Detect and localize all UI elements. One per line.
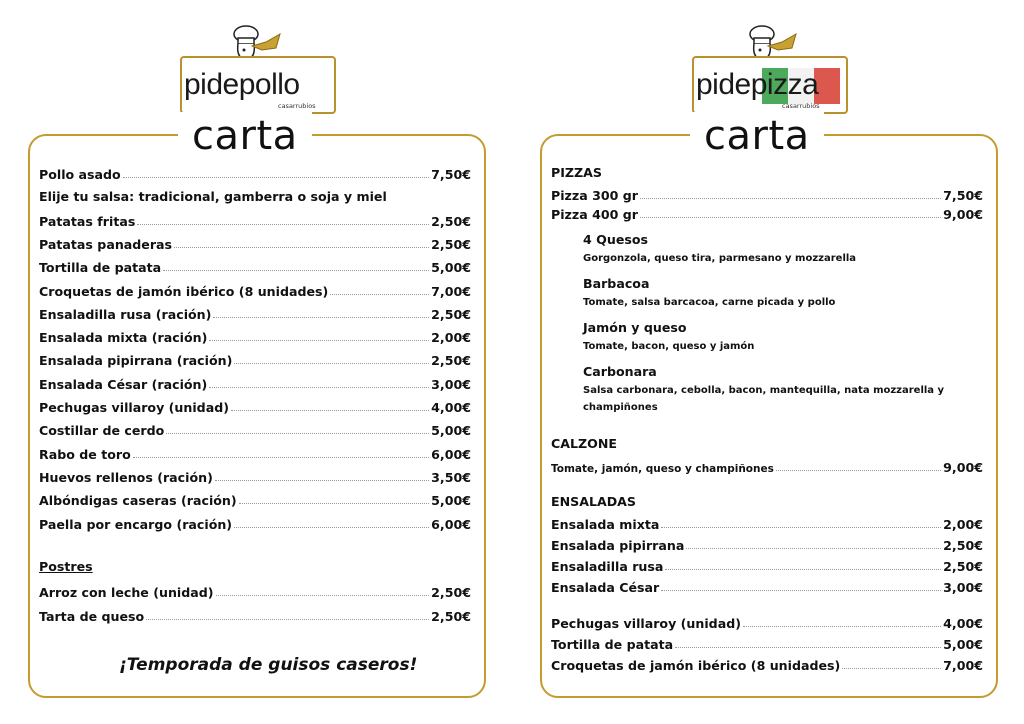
menu-item [39, 467, 471, 485]
item-name: Paella por encargo (ración) [39, 516, 233, 532]
item-name: Albóndigas caseras (ración) [39, 493, 237, 509]
menu-item [39, 350, 471, 368]
postre-item [39, 582, 471, 600]
item-price: 6,00€ [431, 516, 471, 532]
item-price: 9,00€ [943, 207, 983, 222]
calzone-name: Tomate, jamón, queso y champiñones [551, 463, 774, 475]
menu-item [39, 211, 471, 229]
calzone-title: CALZONE [551, 436, 617, 451]
leader-dots [675, 647, 941, 648]
ensaladas-title: ENSALADAS [551, 494, 637, 509]
item-name: Tortilla de patata [551, 637, 674, 652]
leader-dots [842, 668, 941, 669]
item-name: Pechugas villaroy (unidad) [39, 400, 229, 415]
item-price: 2,50€ [431, 585, 471, 600]
item-name: Croquetas de jamón ibérico (8 unidades) [551, 658, 841, 673]
leader-dots [640, 198, 941, 199]
item-name: Rabo de toro [39, 446, 131, 462]
item-name: Pizza 400 gr [551, 207, 638, 222]
item-price: 3,50€ [431, 469, 471, 485]
pizza-size-item [551, 204, 983, 222]
item-name: Patatas panaderas [39, 236, 173, 252]
leader-dots [133, 457, 429, 458]
leader-dots [146, 619, 429, 620]
leader-dots [166, 433, 429, 434]
menu-item [39, 164, 471, 182]
leader-dots [776, 470, 941, 471]
pidepollo-logo [176, 24, 336, 114]
item-price: 7,50€ [431, 167, 471, 182]
item-price: 2,50€ [431, 608, 471, 624]
leader-dots [234, 527, 429, 528]
pizza-type-ingredients: Tomate, bacon, queso y jamón [583, 341, 755, 352]
leader-dots [137, 224, 429, 225]
pizza-type-ingredients: Tomate, salsa barcacoa, carne picada y pollo [583, 297, 836, 308]
extra-item [551, 655, 983, 673]
leader-dots [209, 387, 429, 388]
leader-dots [213, 317, 429, 318]
extra-item [551, 634, 983, 652]
leader-dots [215, 480, 429, 481]
logo-brand-part1: pide [696, 68, 751, 101]
postre-item [39, 606, 471, 624]
pizza-type-name: 4 Quesos [583, 232, 649, 247]
item-name: Tarta de queso [39, 608, 145, 624]
item-price: 7,50€ [943, 188, 983, 203]
leader-dots [163, 270, 429, 271]
item-price: 2,50€ [943, 559, 983, 574]
left-footer-note: ¡Temporada de guisos caseros! [119, 655, 418, 675]
item-name: Ensaladilla rusa (ración) [39, 306, 212, 322]
item-price: 5,00€ [943, 637, 983, 652]
leader-dots [330, 294, 429, 295]
item-name: Ensalada pipirrana (ración) [39, 353, 233, 369]
item-name: Croquetas de jamón ibérico (8 unidades) [39, 283, 329, 299]
logo-brand-part2: pollo [238, 68, 300, 101]
menu-item [39, 304, 471, 322]
right-carta-title: carta [690, 112, 824, 160]
menu-item-note: Elije tu salsa: tradicional, gamberra o soja y miel [39, 189, 387, 205]
ensalada-item [551, 535, 983, 553]
menu-item [39, 281, 471, 299]
calzone-price: 9,00€ [943, 460, 983, 475]
leader-dots [174, 247, 429, 248]
item-price: 4,00€ [943, 616, 983, 631]
pizza-type-ingredients: Salsa carbonara, cebolla, bacon, mantequilla, nata mozzarella y champiñones [583, 385, 945, 413]
leader-dots [661, 590, 941, 591]
item-name: Huevos rellenos (ración) [39, 469, 213, 485]
leader-dots [234, 363, 429, 364]
leader-dots [665, 569, 941, 570]
item-price: 5,00€ [431, 260, 471, 276]
item-price: 7,00€ [943, 658, 983, 673]
menu-item [39, 327, 471, 345]
menu-item [39, 514, 471, 532]
pizza-size-item [551, 185, 983, 203]
logo-brand-part1: pide [184, 68, 239, 101]
menu-item [39, 490, 471, 508]
leader-dots [743, 626, 941, 627]
leader-dots [661, 527, 941, 528]
item-price: 2,50€ [431, 213, 471, 229]
leader-dots [209, 340, 429, 341]
logo-location: casarrubios [278, 102, 316, 110]
item-name: Ensalada César (ración) [39, 376, 208, 392]
ensalada-item [551, 514, 983, 532]
menu-item [39, 444, 471, 462]
item-name: Ensalada mixta (ración) [39, 330, 208, 346]
item-price: 5,00€ [431, 493, 471, 509]
item-price: 2,00€ [943, 517, 983, 532]
extra-item [551, 613, 983, 631]
menu-item [39, 234, 471, 252]
calzone-item [551, 457, 983, 475]
left-carta-title: carta [178, 112, 312, 160]
item-name: Patatas fritas [39, 213, 136, 229]
item-name: Pizza 300 gr [551, 188, 638, 203]
item-price: 2,50€ [431, 306, 471, 322]
leader-dots [640, 217, 941, 218]
leader-dots [216, 595, 430, 596]
item-price: 2,00€ [431, 330, 471, 346]
ensalada-item [551, 556, 983, 574]
menu-item [39, 420, 471, 438]
leader-dots [231, 410, 429, 411]
item-name: Arroz con leche (unidad) [39, 585, 214, 600]
item-name: Pechugas villaroy (unidad) [551, 616, 741, 631]
item-price: 7,00€ [431, 283, 471, 299]
pizzas-title: PIZZAS [551, 165, 602, 180]
item-name: Ensaladilla rusa [551, 559, 664, 574]
item-price: 6,00€ [431, 446, 471, 462]
pizza-type-name: Jamón y queso [583, 320, 687, 335]
ensalada-item [551, 577, 983, 595]
item-name: Tortilla de patata [39, 260, 162, 276]
leader-dots [686, 548, 941, 549]
item-price: 2,50€ [431, 353, 471, 369]
item-name: Pollo asado [39, 167, 121, 182]
item-price: 4,00€ [431, 400, 471, 415]
pizza-type-name: Carbonara [583, 364, 657, 379]
pizza-type-name: Barbacoa [583, 276, 650, 291]
pidepizza-logo [688, 24, 848, 114]
item-name: Ensalada César [551, 580, 660, 595]
menu-item [39, 257, 471, 275]
logo-location: casarrubios [782, 102, 820, 110]
item-name: Costillar de cerdo [39, 423, 165, 439]
logo-brand-part2: pizza [750, 68, 819, 101]
item-price: 2,50€ [431, 236, 471, 252]
item-name: Ensalada mixta [551, 517, 660, 532]
menu-item [39, 374, 471, 392]
pizza-type-ingredients: Gorgonzola, queso tira, parmesano y mozzarella [583, 253, 857, 264]
postres-title: Postres [39, 559, 93, 574]
item-price: 3,00€ [431, 376, 471, 392]
item-price: 3,00€ [943, 580, 983, 595]
leader-dots [123, 177, 429, 178]
leader-dots [239, 503, 430, 504]
item-name: Ensalada pipirrana [551, 538, 685, 553]
menu-item [39, 397, 471, 415]
item-price: 5,00€ [431, 423, 471, 439]
item-price: 2,50€ [943, 538, 983, 553]
